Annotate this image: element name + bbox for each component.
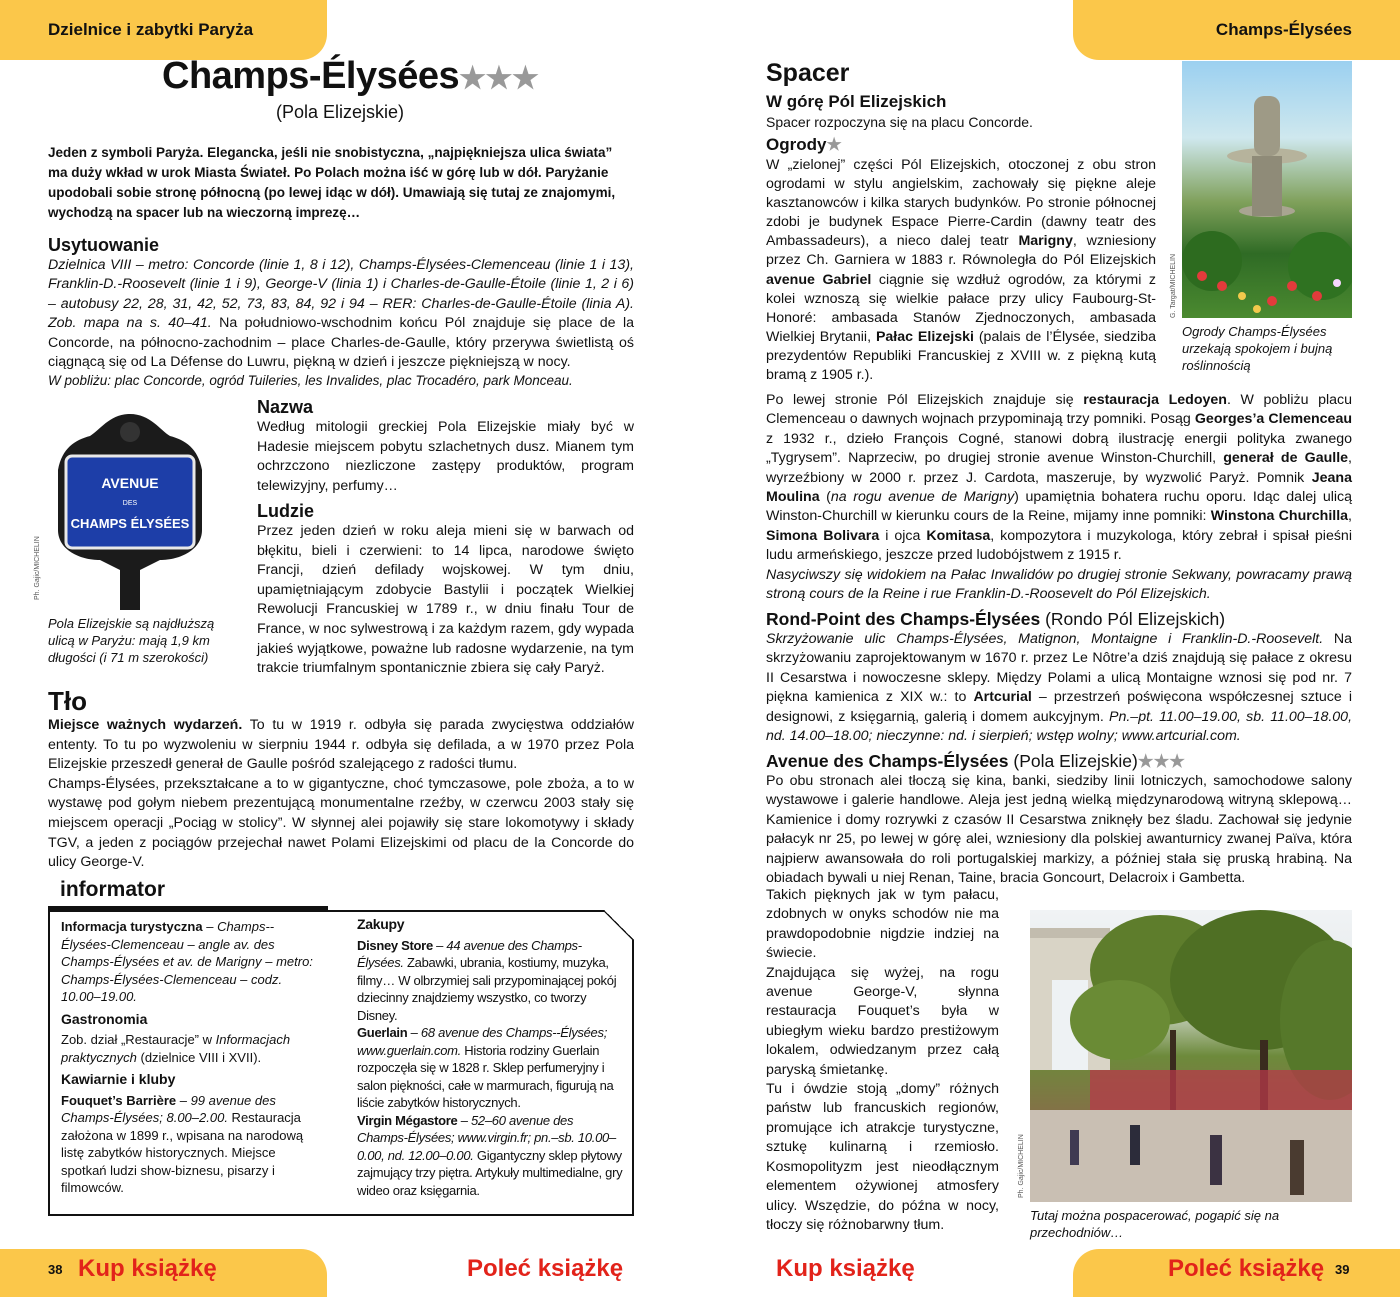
gastro-text-2: (dzielnice VIII i XVII). bbox=[136, 1049, 262, 1065]
people-text: Przez jeden dzień w roku aleja mieni się w barwach od błękitu, bieli i czerwieni: to 14 lipca, narodowe święto Francji, dzień defilady wojskowej. W tym dniu, upamiętniającym zdobycie Bastylii i początek Wielkiej Rewolucji Francuskiej w 1789 r., w dniu finału Tour de France, w noc sylwestrową i za każdym razem, gdy wypada jakieś wyjątkowe, poważne lub radosne wydarzenie, na tym trakcie triumfalnym spontanicznie zbiera się cały Paryż. bbox=[257, 523, 634, 677]
monuments-t9: , kompozytora i muzykologa, który zebrał i spisał pieśni ludu armeńskiego, jeszcze przed ludobójstwem z 1915 r. bbox=[766, 527, 1352, 564]
page-number-right: 39 bbox=[1335, 1262, 1350, 1277]
informator-col-right bbox=[357, 916, 623, 1199]
artcurial-bold: Artcurial bbox=[973, 689, 1032, 706]
location-nearby: W pobliżu: plac Concorde, ogród Tuileries, les Invalides, plac Trocadéro, park Monceau. bbox=[48, 373, 573, 389]
guerlain-name: Guerlain bbox=[357, 1025, 408, 1040]
gastro-heading: Gastronomia bbox=[61, 1010, 148, 1027]
gardens-text bbox=[766, 156, 1156, 385]
clemenceau-bold: Georges’a Clemenceau bbox=[1194, 411, 1352, 428]
fouquet-name: Fouquet’s Barrière bbox=[61, 1092, 177, 1108]
people-section bbox=[257, 500, 634, 679]
artcurial-hours: Pn.–pt. 11.00–19.00, sb. 11.00–18.00, nd. 14.00–18.00; nieczynne: nd. i sierpień; wstęp wolny; www.artcurial.com. bbox=[766, 708, 1353, 745]
monuments-section bbox=[766, 391, 1352, 604]
garden-photo bbox=[1182, 61, 1352, 318]
moulin-bold: Jeana Moulina bbox=[766, 469, 1352, 506]
location-heading: Usytuowanie bbox=[48, 235, 160, 255]
tourist-info-label: Informacja turystyczna bbox=[61, 919, 203, 934]
monuments-t5: ( bbox=[819, 489, 831, 506]
arc-illustration bbox=[1030, 910, 1352, 1202]
buy-book-link-left[interactable]: Kup książkę bbox=[78, 1255, 217, 1282]
monuments-t2: . W pobliżu placu Clemenceau o dawnych wojnach przypominają trzy pomniki. Posąg bbox=[766, 392, 1352, 428]
virgin-desc: Gigantyczny sklep płytowy zajmujący trzy piętra. Artykuły multimedialne, gry wideo oraz księgarnia. bbox=[357, 1147, 623, 1198]
location-section bbox=[48, 234, 634, 390]
monuments-t6: ) upamiętnia bohatera ruchu oporu. Idąc dalej ulicą Winston-Churchill w kierunku cours de la Reine, mijamy inne pomniki: bbox=[766, 489, 1353, 525]
location-desc: Na południowo-wschodnim końcu Pól znajduje się place de la Concorde, na północno-zachodnim – place Charles-de-Gaulle, który przerywa świetlistą oś ciągnącą się od La Défense do Luwru, piękną w dzień i jeszcze piękniejszą w nocy. bbox=[48, 315, 634, 371]
buy-book-link-right[interactable]: Kup książkę bbox=[776, 1255, 915, 1282]
monuments-t3: z 1932 r., dzieło François Cogné, stanowi dobrą ilustrację energii polityka zwanego „Tygrysem”. Naprzeciw, po drugiej stronie avenue Winston-Churchill, bbox=[766, 430, 1352, 467]
sign-photo-credit: Ph. Gajic/MICHELIN bbox=[34, 536, 41, 600]
street-sign-image bbox=[50, 410, 210, 610]
people-heading: Ludzie bbox=[257, 501, 314, 521]
avenue-p4: Tu i ówdzie stoją „domy” różnych państw lub francuskich regionów, promujące ich atrakcje turystyczne, sztukę kulinarną i rzemiosło. Kosmopolityzm jest nieodłącznym elementem ożywionej atmosfery ulicy. Wszędzie, do późna w nocy, tłoczy się różnobarwny tłum. bbox=[766, 1081, 999, 1233]
avenue-stars: ★★★ bbox=[1137, 751, 1185, 771]
street-sign-graphic bbox=[50, 410, 210, 610]
fouquet-entry bbox=[61, 1092, 323, 1197]
arc-photo-credit: Ph. Gajic/MICHELIN bbox=[1018, 1134, 1025, 1198]
gastro-text-1: Zob. dział „Restauracje” w bbox=[61, 1032, 216, 1047]
bolivar-bold: Simona Bolivara bbox=[766, 527, 880, 544]
gardens-t1: W „zielonej” części Pól Elizejskich, otoczonej z obu stron ogrodami w stylu angielskim, zachowały się piękne aleje kasztanowców i kilka starych budynków. Po stronie północnej zdobi je budynek Espace Pierre-Cardin (dawny teatr des Ambassadeurs), a nieco dalej teatr bbox=[766, 157, 1156, 250]
background-section bbox=[48, 686, 634, 873]
title-text: Champs-Élysées bbox=[162, 55, 460, 97]
gastro-text bbox=[61, 1031, 323, 1066]
monuments-t4: , wyrzeźbiony w 2000 r. przez J. Cardota, maszeruje, by wyzwolić Paryż. Pomnik bbox=[766, 450, 1352, 486]
background-p1 bbox=[48, 716, 634, 775]
sign-text-des: DES bbox=[122, 500, 138, 507]
walk-subheading: W górę Pól Elizejskich bbox=[766, 92, 947, 111]
avenue-section bbox=[766, 750, 1352, 888]
monuments-t7: , bbox=[1348, 508, 1352, 525]
left-running-header bbox=[0, 0, 327, 60]
virgin-name: Virgin Mégastore bbox=[357, 1112, 458, 1128]
cafe-heading: Kawiarnie i kluby bbox=[61, 1071, 176, 1087]
right-running-header bbox=[1073, 0, 1400, 60]
monuments-t8: i ojca bbox=[879, 527, 927, 544]
tourist-info bbox=[61, 918, 323, 1006]
gardens-heading-text: Ogrody bbox=[766, 135, 827, 154]
sign-text-avenue: AVENUE bbox=[101, 475, 159, 491]
walk-heading: Spacer bbox=[766, 59, 850, 87]
rond-point-t2: – przestrzeń poświęcona współczesnej sztuce i designowi, z księgarnią, galerią i domem aukcyjnym. bbox=[766, 689, 1352, 725]
recommend-book-link-left[interactable]: Poleć książkę bbox=[467, 1255, 624, 1282]
disney-entry bbox=[357, 937, 623, 1025]
rond-point-heading-bold: Rond-Point des Champs-Élysées bbox=[766, 609, 1041, 629]
guerlain-entry bbox=[357, 1024, 623, 1112]
fountain-illustration bbox=[1182, 61, 1352, 318]
guerlain-desc: Historia rodziny Guerlain rozpoczęła się w 1828 r. Sklep perfumeryjny i salon piękności, całe w marmurach, figurują na liście zabytków historycznych. bbox=[357, 1042, 614, 1110]
left-header-text: Dzielnice i zabytki Paryża bbox=[48, 20, 254, 39]
fouquet-desc: Restauracja założona w 1899 r., wpisana na narodową listę zabytków historycznych. Miejsce spotkań ludzi show-biznesu, pisarzy i filmowców. bbox=[61, 1110, 304, 1195]
gabriel-bold: avenue Gabriel bbox=[766, 271, 872, 288]
monuments-t1: Po lewej stronie Pól Elizejskich znajduje się bbox=[766, 392, 1084, 408]
monuments-text bbox=[766, 391, 1352, 566]
fouquet-address: – 99 avenue des Champs-Élysées; 8.00–2.00. bbox=[61, 1092, 276, 1125]
rond-point-location: Skrzyżowanie ulic Champs-Élysées, Matignon, Montaigne i Franklin-D.-Roosevelt. bbox=[766, 631, 1324, 647]
degaulle-bold: generał de Gaulle bbox=[1223, 450, 1349, 467]
informator-col-left bbox=[61, 918, 323, 1197]
background-bold: Miejsce ważnych wydarzeń. bbox=[48, 717, 243, 733]
rond-point-heading-plain: (Rondo Pól Elizejskich) bbox=[1040, 609, 1226, 629]
disney-name: Disney Store bbox=[357, 937, 433, 953]
arc-photo bbox=[1030, 910, 1352, 1202]
avenue-heading-plain: (Pola Elizejskie) bbox=[1008, 751, 1138, 771]
gardens-star: ★ bbox=[826, 135, 842, 154]
garden-photo-credit: G. Targat/MICHELIN bbox=[1170, 253, 1177, 318]
lead-paragraph: Jeden z symboli Paryża. Elegancka, jeśli nie snobistyczna, „najpiękniejsza ulica świata” ma duży wkład w urok Miasta Świateł. Po Polach można iść w górę lub w dół. Paryżanie upodobali sobie stronę północną (po lewej idąc w dół). Umawiają się tutaj ze znajomymi, wychodzą na spacer lub na wieczorną imprezę… bbox=[48, 145, 616, 220]
avenue-p2: Takich pięknych jak w tym pałacu, zdobnych w onyks schodów nie ma prawdopodobnie nigdzie indziej na świecie. bbox=[766, 887, 999, 962]
churchill-bold: Winstona Churchilla bbox=[1210, 508, 1349, 525]
elysee-bold: Pałac Elizejski bbox=[875, 328, 974, 345]
background-p2: Champs-Élysées, przekształcane a to w gigantyczne, choć tymczasowe, pole zboża, a to w wystawę pod gołym niebem prezentującą monumentalne rzeźby, w czerwcu 2003 stały się miejscem operacji „Pociąg w stolicy”. W słynnej alei pojawiły się stare lokomotywy i składy TGV, a jeden z pociągów przejechał nawet Polami Elizejskimi od placu de la Concorde do ulicy George-V. bbox=[48, 775, 634, 871]
name-section bbox=[257, 396, 634, 496]
virgin-address: – 52–60 avenue des Champs-Élysées; www.virgin.fr; pn.–sb. 10.00–0.00, nd. 12.00–0.00. bbox=[357, 1112, 616, 1163]
avenue-heading bbox=[766, 750, 1352, 772]
avenue-p1: Po obu stronach alei tłoczą się kina, banki, siedziby linii lotniczych, samochodowe salony wystawowe i galerie handlowe. Aleja jest jedną wielką międzynarodową witryną sklepową… Kamienice i domy rozrywki z czasów II Cesarstwa zniknęły bez śladu. Zachował się jedynie pałacyk nr 25, po lewej w górę alei, wzniesiony dla polskiej awanturnicy zwanej Païva, która najpierw awansowała do roli portugalskiej markizy, a później stała się pruską hrabiną. Na obiadach bywali u niej Renan, Taine, bracia Goncourt, Delacroix i Gambetta. bbox=[766, 773, 1352, 887]
return-text: Nasyciwszy się widokiem na Pałac Inwalidów po drugiej stronie Sekwany, powracamy prawą stroną cours de la Reine i rue Franklin-D.-Roosevelt do Pól Elizejskich. bbox=[766, 566, 1352, 603]
arc-caption: Tutaj można pospacerować, pogapić się na przechodniów… bbox=[1030, 1208, 1280, 1240]
gardens-t2: , wzniesiony przez Ch. Garniera w 1883 r. Równoległa do Pól Elizejskich bbox=[766, 233, 1156, 269]
page-title bbox=[162, 55, 538, 98]
rond-point-heading bbox=[766, 608, 1352, 630]
gastro-text-italic: Informacjach praktycznych bbox=[61, 1032, 291, 1065]
komitas-bold: Komitasa bbox=[926, 527, 991, 544]
garden-caption: Ogrody Champs-Élysées urzekają spokojem i bujną roślinnością bbox=[1182, 324, 1333, 373]
walk-intro: Spacer rozpoczyna się na placu Concorde. bbox=[766, 114, 1033, 130]
ledoyen-bold: restauracja Ledoyen bbox=[1083, 392, 1227, 408]
page-number-left: 38 bbox=[48, 1262, 63, 1277]
sign-caption: Pola Elizejskie są najdłuższą ulicą w Paryżu: mają 1,9 km długości (i 71 m szerokości) bbox=[48, 616, 215, 665]
name-text: Według mitologii greckiej Pola Elizejskie miały być w Hadesie miejscem pobytu szlachetnych dusz. Mianem tym ochrzczono niezliczone zastępy produktów, program telewizyjny, perfumy… bbox=[257, 419, 634, 494]
informator-title: informator bbox=[60, 878, 165, 901]
avenue-heading-bold: Avenue des Champs-Élysées bbox=[766, 751, 1009, 771]
background-heading: Tło bbox=[48, 686, 87, 716]
recommend-book-link-right[interactable]: Poleć książkę bbox=[1168, 1255, 1325, 1282]
sign-text-name: CHAMPS ÉLYSÉES bbox=[70, 516, 190, 531]
title-stars: ★★★ bbox=[459, 62, 539, 95]
gardens-heading bbox=[766, 134, 1156, 156]
disney-address: – 44 avenue des Champs-Élysées. bbox=[357, 937, 582, 970]
avenue-column bbox=[766, 886, 999, 1235]
gardens-t4: (palais de l’Élysée, siedziba prezydentów Republiki Francuskiej z XVIII w. z piękną kutą bramą z 1905 r.). bbox=[766, 328, 1156, 384]
marigny-bold: Marigny bbox=[1018, 233, 1073, 250]
walk-section bbox=[766, 58, 1156, 385]
name-heading: Nazwa bbox=[257, 397, 314, 417]
background-p1-text: To tu w 1919 r. odbyła się parada zwycięstwa oddziałów ententy. To tu po wyzwoleniu w sierpniu 1944 r. odbyła się defilada, a w 1970 przez Pola Elizejskie przeszedł generał de Gaulle pośród szalejącego z radości tłumu. bbox=[48, 717, 634, 773]
rond-point-section bbox=[766, 608, 1352, 746]
rond-point-text bbox=[766, 630, 1352, 746]
guerlain-address: – 68 avenue des Champs--Élysées; www.guerlain.com. bbox=[357, 1025, 607, 1058]
virgin-entry bbox=[357, 1112, 623, 1200]
avenue-p3: Znajdująca się wyżej, na rogu avenue George-V, słynna restauracja Fouquet’s była w ubiegłym wieku bardzo prestiżowym lokalem, odwiedzanym przez całą paryską śmietankę. bbox=[766, 964, 999, 1078]
location-transport: Dzielnica VIII – metro: Concorde (linie 1, 8 i 12), Champs-Élysées-Clemenceau (linie 1 i 13), Franklin-D.-Roosevelt (linie 1 i 9), George-V (linia 1) i Charles-de-Gaulle-Étoile (linie 1, 2 i 6) – autobusy 22, 28, 31, 42, 52, 73, 83, 84, 92 i 94 – RER: Charles-de-Gaulle-Étoile (linia A). Zob. mapa na s. 40–41. bbox=[48, 257, 634, 332]
shop-heading: Zakupy bbox=[357, 916, 405, 932]
gardens-t3: ciągnie się wzdłuż ogrodów, za którymi z kolei wznoszą się wielkie pałace przy ulicy Faubourg-St-Honoré: ambasada Stanów Zjednoczonych, ambasada Wielkiej Brytanii, bbox=[766, 271, 1156, 345]
rond-point-t1: Na skrzyżowaniu zaprojektowanym w 1670 r. przez Le Nôtre’a dziś znajdują się pałace z okresu II Cesarstwa i nowoczesne sklepy. Między Polami a ulicą Montaigne wznosi się pod nr. 7 piękna kamienica z XIX w.: to bbox=[766, 631, 1352, 706]
page-subtitle: (Pola Elizejskie) bbox=[276, 102, 405, 122]
disney-desc: Zabawki, ubrania, kostiumy, muzyka, filmy… W olbrzymiej sali przypominającej pokój dziecinny znajdziemy wszystko, co tworzy Disney. bbox=[357, 955, 617, 1023]
right-header-text: Champs-Élysées bbox=[1215, 20, 1352, 39]
tourist-info-details: – Champs--Élysées-Clemenceau – angle av. des Champs-Élysées et av. de Marigny – metro: Champs-Élysées-Clemenceau – codz. 10.00–19.00. bbox=[61, 919, 313, 1004]
monuments-t5-italic: na rogu avenue de Marigny bbox=[830, 489, 1015, 506]
location-text bbox=[48, 256, 634, 372]
